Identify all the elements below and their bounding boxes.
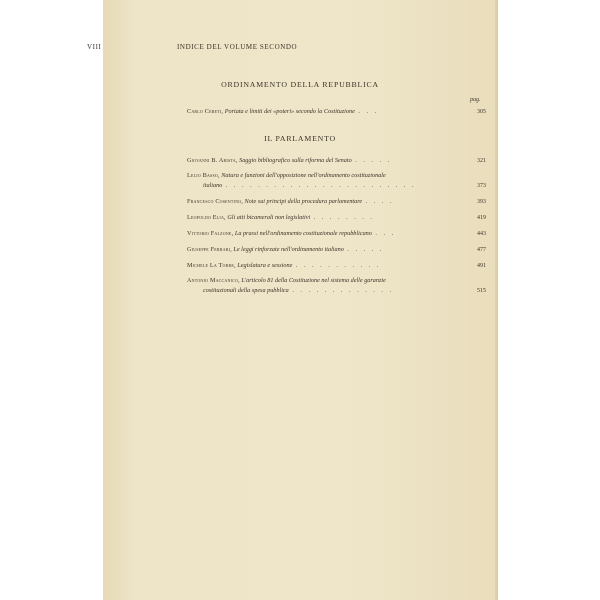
entry-page-number: 477 (477, 247, 486, 253)
entry-line-continued (187, 286, 487, 296)
toc-entry (187, 171, 487, 191)
entry-author: Francesco Cosentino, (187, 198, 243, 205)
entry-page-number: 491 (477, 263, 486, 269)
toc-entry (187, 197, 487, 207)
leader-dots: . . . (358, 108, 379, 115)
entry-page-number: 443 (477, 231, 486, 237)
page-column-label: pag. (470, 97, 481, 103)
entry-title: Saggio bibliografico sulla riforma del Senato (239, 157, 352, 164)
entry-title: Gli atti bicamerali non legislativi (227, 214, 311, 221)
entry-title-continued: italiano (203, 182, 223, 189)
section-heading-ordinamento: ORDINAMENTO DELLA REPUBBLICA (221, 80, 379, 89)
entry-line (187, 213, 487, 223)
entry-line (187, 171, 487, 181)
entry-author: Giuseppe Ferrari, (187, 246, 232, 253)
entry-page-number: 419 (477, 215, 486, 221)
entry-title: La prassi nell'ordinamento costituzionale repubblicano (234, 230, 372, 237)
entry-page-number: 305 (477, 109, 486, 115)
entry-author: Antonio Maccanico, (187, 277, 240, 284)
entry-author: Michele La Torre, (187, 262, 236, 269)
toc-entry (187, 213, 487, 223)
page-edge-shadow (495, 0, 498, 600)
entry-title: Le leggi rinforzate nell'ordinamento italiano (233, 246, 344, 253)
toc-entry (187, 229, 487, 239)
entry-author: Giovanni B. Arista, (187, 157, 238, 164)
entry-title: Legislatura e sessione (237, 262, 293, 269)
entry-line (187, 107, 487, 117)
leader-dots: . . . . . . . . . . . . . . . . . . . . . . . . (225, 182, 417, 189)
folio-number: VIII (87, 43, 102, 51)
section-heading-parlamento: IL PARLAMENTO (264, 134, 336, 143)
entry-line (187, 261, 487, 271)
entry-author: Lelio Basso, (187, 172, 220, 179)
entry-author: Leopoldo Elia, (187, 214, 226, 221)
entry-page-number: 373 (477, 183, 486, 189)
entry-title: Portata e limiti dei «poteri» secondo la Costituzione (224, 108, 355, 115)
leader-dots: . . . . . (355, 157, 392, 164)
toc-entry (187, 156, 487, 166)
toc-entry (187, 107, 487, 117)
leader-dots: . . . . . . . . . . . . . (292, 287, 394, 294)
book-page (103, 0, 498, 600)
entry-author: Carlo Cereti, (187, 108, 224, 115)
entry-title: Natura e funzioni dell'opposizione nell'ordinamento costituzionale (221, 172, 386, 179)
entry-author: Vittorio Falzone, (187, 230, 234, 237)
leader-dots: . . . . . (347, 246, 384, 253)
toc-entry (187, 276, 487, 296)
entry-line (187, 156, 487, 166)
entry-page-number: 321 (477, 158, 486, 164)
leader-dots: . . . . (365, 198, 395, 205)
entry-line (187, 245, 487, 255)
entry-page-number: 393 (477, 199, 486, 205)
entry-line (187, 197, 487, 207)
entry-title: Note sui principi della procedura parlamentare (244, 198, 363, 205)
leader-dots: . . . (375, 230, 396, 237)
entry-line (187, 276, 487, 286)
toc-entry (187, 261, 487, 271)
leader-dots: . . . . . . . . . . . (295, 262, 381, 269)
leader-dots: . . . . . . . . (313, 214, 375, 221)
toc-entry (187, 245, 487, 255)
running-head-title: INDICE DEL VOLUME SECONDO (177, 43, 298, 51)
entry-line (187, 229, 487, 239)
entry-line-continued (187, 181, 487, 191)
entry-page-number: 515 (477, 288, 486, 294)
entry-title: L'articolo 81 della Costituzione nel sistema delle garanzie (241, 277, 386, 284)
entry-title-continued: costituzionali della spesa pubblica (203, 287, 289, 294)
